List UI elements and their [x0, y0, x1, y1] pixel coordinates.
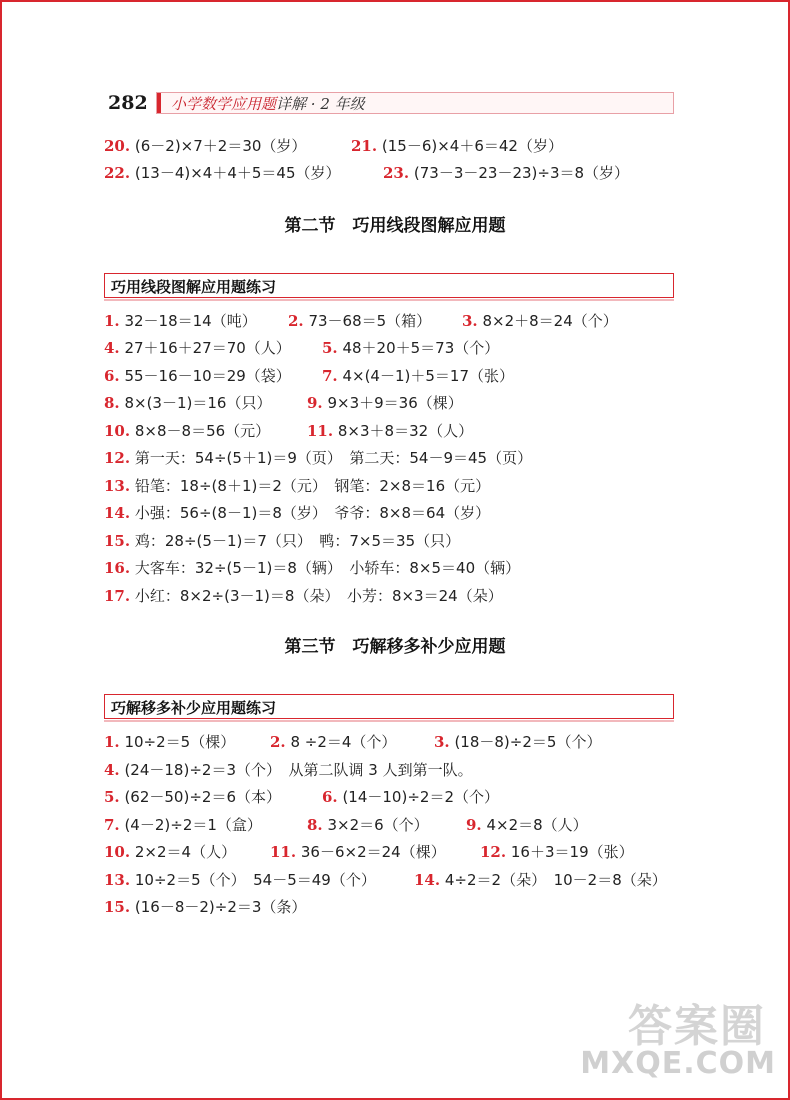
answer-number: 11.	[270, 843, 297, 861]
answer-item	[104, 842, 236, 862]
answer-text: 小强：56÷(8－1)＝8（岁） 爷爷：8×8＝64（岁）	[134, 504, 491, 522]
answer-text: 9×3＋9＝36（棵）	[327, 394, 463, 412]
answer-text: 73－68＝5（箱）	[308, 312, 432, 330]
answer-item	[307, 421, 473, 441]
page-number: 282	[108, 92, 148, 114]
answer-number: 9.	[307, 394, 323, 412]
answer-text: 36－6×2＝24（棵）	[300, 843, 446, 861]
answer-number: 5.	[104, 788, 120, 806]
answer-item	[288, 311, 431, 331]
header-bar	[156, 92, 674, 114]
answer-text: 10÷2＝5（棵）	[124, 733, 236, 751]
answer-number: 8.	[104, 394, 120, 412]
answer-text: (24－18)÷2＝3（个） 从第二队调 3 人到第一队。	[124, 761, 473, 779]
answer-item	[351, 136, 563, 156]
answer-number: 3.	[434, 733, 450, 751]
answer-item	[104, 366, 291, 386]
answer-item	[322, 787, 499, 807]
answer-number: 11.	[307, 422, 334, 440]
answer-number: 13.	[104, 477, 131, 495]
answer-number: 1.	[104, 312, 120, 330]
answer-item	[480, 842, 634, 862]
answer-text: (62－50)÷2＝6（本）	[124, 788, 281, 806]
answer-item	[104, 586, 503, 606]
answer-item	[322, 366, 514, 386]
answer-item	[104, 338, 291, 358]
watermark-cn: 答案圈	[628, 1001, 766, 1052]
answer-item	[104, 476, 490, 496]
exercise-box-header	[104, 694, 674, 719]
answer-number: 6.	[322, 788, 338, 806]
answer-number: 9.	[466, 816, 482, 834]
answer-number: 14.	[414, 871, 441, 889]
answer-item	[414, 870, 667, 890]
answer-item	[104, 163, 341, 183]
answer-item	[307, 393, 463, 413]
answer-number: 23.	[383, 164, 410, 182]
answer-item	[434, 732, 601, 752]
section-title: 第二节 巧用线段图解应用题	[284, 216, 506, 236]
answer-number: 14.	[104, 504, 131, 522]
answer-text: 32－18＝14（吨）	[124, 312, 257, 330]
answer-text: 48＋20＋5＝73（个）	[342, 339, 500, 357]
answer-text: 8×2＋8＝24（个）	[482, 312, 618, 330]
answer-text: 小红：8×2÷(3－1)＝8（朵） 小芳：8×3＝24（朵）	[134, 587, 503, 605]
answer-number: 2.	[270, 733, 286, 751]
answer-item	[104, 503, 490, 523]
answer-text: 4÷2＝2（朵） 10－2＝8（朵）	[444, 871, 667, 889]
answer-item	[104, 311, 257, 331]
answer-number: 2.	[288, 312, 304, 330]
answer-text: (4－2)÷2＝1（盒）	[124, 816, 262, 834]
answer-number: 3.	[462, 312, 478, 330]
answer-number: 12.	[480, 843, 507, 861]
answer-text: (73－3－23－23)÷3＝8（岁）	[413, 164, 630, 182]
answer-text: (14－10)÷2＝2（个）	[342, 788, 499, 806]
exercise-box-header	[104, 273, 674, 298]
answer-number: 5.	[322, 339, 338, 357]
answer-item	[270, 732, 396, 752]
answer-text: 第一天：54÷(5＋1)＝9（页） 第二天：54－9＝45（页）	[134, 449, 533, 467]
answer-item	[104, 870, 376, 890]
answer-item	[104, 897, 306, 917]
answer-text: 8×3＋8＝32（人）	[337, 422, 474, 440]
answer-text: 3×2＝6（个）	[327, 816, 429, 834]
answer-text: 16＋3＝19（张）	[510, 843, 634, 861]
answer-item	[462, 311, 618, 331]
answer-text: 10÷2＝5（个） 54－5＝49（个）	[134, 871, 376, 889]
answer-number: 10.	[104, 843, 131, 861]
answer-item	[104, 393, 271, 413]
answer-text: (16－8－2)÷2＝3（条）	[134, 898, 307, 916]
answer-text: 鸡：28÷(5－1)＝7（只） 鸭：7×5＝35（只）	[134, 532, 461, 550]
answer-text: 大客车：32÷(5－1)＝8（辆） 小轿车：8×5＝40（辆）	[134, 559, 521, 577]
answer-item	[270, 842, 446, 862]
answer-item	[104, 787, 281, 807]
book-title-dark: 详解 · 2 年级	[276, 95, 365, 113]
answer-text: 铅笔：18÷(8＋1)＝2（元） 钢笔：2×8＝16（元）	[134, 477, 491, 495]
answer-item	[104, 558, 520, 578]
answer-text: 4×(4－1)＋5＝17（张）	[342, 367, 514, 385]
exercise-box-title: 巧解移多补少应用题练习	[111, 699, 277, 717]
answer-number: 21.	[351, 137, 378, 155]
answer-number: 6.	[104, 367, 120, 385]
answer-item	[104, 136, 306, 156]
answer-text: 4×2＝8（人）	[486, 816, 588, 834]
answer-number: 7.	[104, 816, 120, 834]
answer-number: 15.	[104, 532, 131, 550]
answer-number: 1.	[104, 733, 120, 751]
answer-number: 4.	[104, 339, 120, 357]
watermark	[580, 990, 776, 1090]
page-header	[108, 91, 674, 115]
answer-item	[104, 760, 473, 780]
answer-text: 27＋16＋27＝70（人）	[124, 339, 291, 357]
answer-item	[104, 448, 532, 468]
answer-item	[104, 732, 235, 752]
answer-number: 10.	[104, 422, 131, 440]
book-title	[171, 94, 365, 114]
answer-item	[322, 338, 499, 358]
answer-text: 8×(3－1)＝16（只）	[124, 394, 272, 412]
answer-number: 4.	[104, 761, 120, 779]
answer-item	[383, 163, 629, 183]
answer-item	[466, 815, 588, 835]
book-title-red: 小学数学应用题	[171, 95, 277, 113]
answer-item	[104, 815, 262, 835]
answer-text: (15－6)×4＋6＝42（岁）	[381, 137, 563, 155]
answer-number: 15.	[104, 898, 131, 916]
answer-text: (18－8)÷2＝5（个）	[454, 733, 602, 751]
watermark-en: MXQE.COM	[580, 1046, 776, 1081]
answer-number: 8.	[307, 816, 323, 834]
answer-item	[104, 531, 460, 551]
answer-number: 22.	[104, 164, 131, 182]
exercise-box-title: 巧用线段图解应用题练习	[111, 278, 277, 296]
section-title: 第三节 巧解移多补少应用题	[284, 637, 506, 657]
answer-text: (6－2)×7＋2＝30（岁）	[134, 137, 307, 155]
answer-number: 12.	[104, 449, 131, 467]
answer-number: 16.	[104, 559, 131, 577]
answer-number: 20.	[104, 137, 131, 155]
answer-text: 55－16－10＝29（袋）	[124, 367, 291, 385]
answer-number: 7.	[322, 367, 338, 385]
answer-number: 17.	[104, 587, 131, 605]
answer-item	[307, 815, 429, 835]
answer-item	[104, 421, 270, 441]
answer-text: 8×8－8＝56（元）	[134, 422, 271, 440]
answer-text: (13－4)×4＋4＋5＝45（岁）	[134, 164, 341, 182]
answer-text: 8 ÷2＝4（个）	[290, 733, 397, 751]
answer-number: 13.	[104, 871, 131, 889]
answer-text: 2×2＝4（人）	[134, 843, 237, 861]
